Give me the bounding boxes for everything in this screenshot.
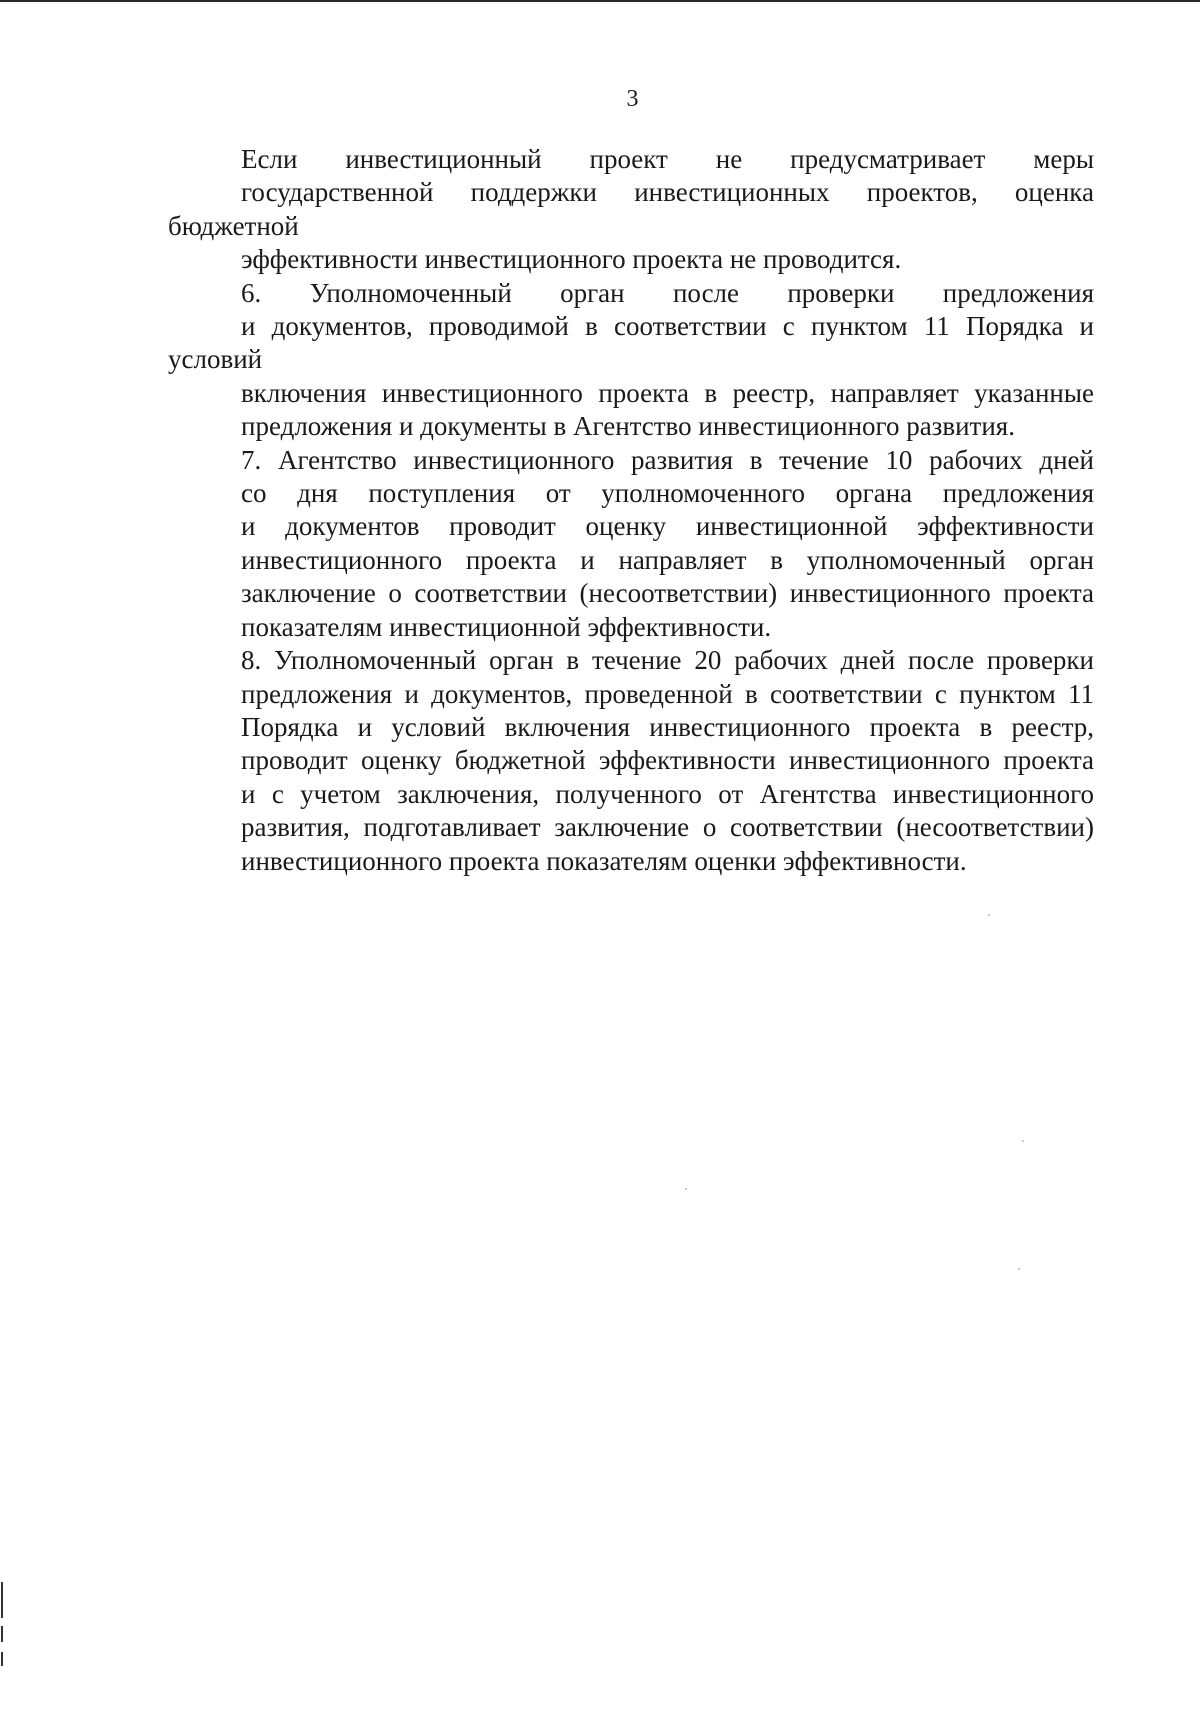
text-line: и с учетом заключения, полученного от Агентства инвестиционного bbox=[241, 778, 1094, 809]
text-line: 7. Агентство инвестиционного развития в течение 10 рабочих дней bbox=[241, 444, 1094, 475]
text-line: и документов, проводимой в соответствии с пунктом 11 Порядка и условий bbox=[168, 311, 1094, 375]
text-line: Порядка и условий включения инвестиционного проекта в реестр, bbox=[241, 711, 1094, 742]
text-line: предложения и документов, проведенной в соответствии с пунктом 11 bbox=[241, 678, 1094, 709]
paragraph-item-6 bbox=[168, 277, 1094, 444]
paragraph-item-7 bbox=[168, 444, 1094, 644]
text-line: и документов проводит оценку инвестиционной эффективности bbox=[241, 511, 1094, 542]
text-line: инвестиционного проекта показателям оценки эффективности. bbox=[241, 845, 967, 876]
scan-speck bbox=[1022, 1140, 1024, 1142]
text-line: предложения и документы в Агентство инвестиционного развития. bbox=[241, 411, 1015, 442]
paragraph-item-8 bbox=[168, 644, 1094, 878]
text-line: заключение о соответствии (несоответствии) инвестиционного проекта bbox=[241, 578, 1094, 609]
text-line: инвестиционного проекта и направляет в уполномоченный орган bbox=[241, 544, 1094, 575]
text-line: развития, подготавливает заключение о соответствии (несоответствии) bbox=[241, 812, 1094, 843]
scan-speck bbox=[988, 914, 990, 916]
binding-mark bbox=[1, 1582, 3, 1618]
page-number: 3 bbox=[626, 86, 639, 112]
scan-speck bbox=[1018, 1268, 1020, 1270]
paragraph-budget-efficiency-note bbox=[168, 143, 1094, 277]
scan-top-edge bbox=[0, 0, 1200, 2]
binding-mark bbox=[1, 1626, 3, 1642]
text-line: со дня поступления от уполномоченного органа предложения bbox=[241, 478, 1094, 509]
text-line: эффективности инвестиционного проекта не проводится. bbox=[241, 244, 902, 275]
text-line: Если инвестиционный проект не предусматривает меры bbox=[241, 144, 1094, 174]
text-line: 6. Уполномоченный орган после проверки предложения bbox=[241, 277, 1094, 308]
text-line: проводит оценку бюджетной эффективности инвестиционного проекта bbox=[241, 745, 1094, 776]
scan-speck bbox=[685, 1188, 687, 1190]
text-line: показателям инвестиционной эффективности. bbox=[241, 611, 772, 642]
text-line: 8. Уполномоченный орган в течение 20 рабочих дней после проверки bbox=[241, 645, 1094, 676]
text-line: включения инвестиционного проекта в реестр, направляет указанные bbox=[241, 377, 1094, 408]
document-body bbox=[168, 143, 1094, 878]
binding-mark bbox=[1, 1652, 3, 1666]
text-line: государственной поддержки инвестиционных проектов, оценка бюджетной bbox=[168, 177, 1094, 241]
